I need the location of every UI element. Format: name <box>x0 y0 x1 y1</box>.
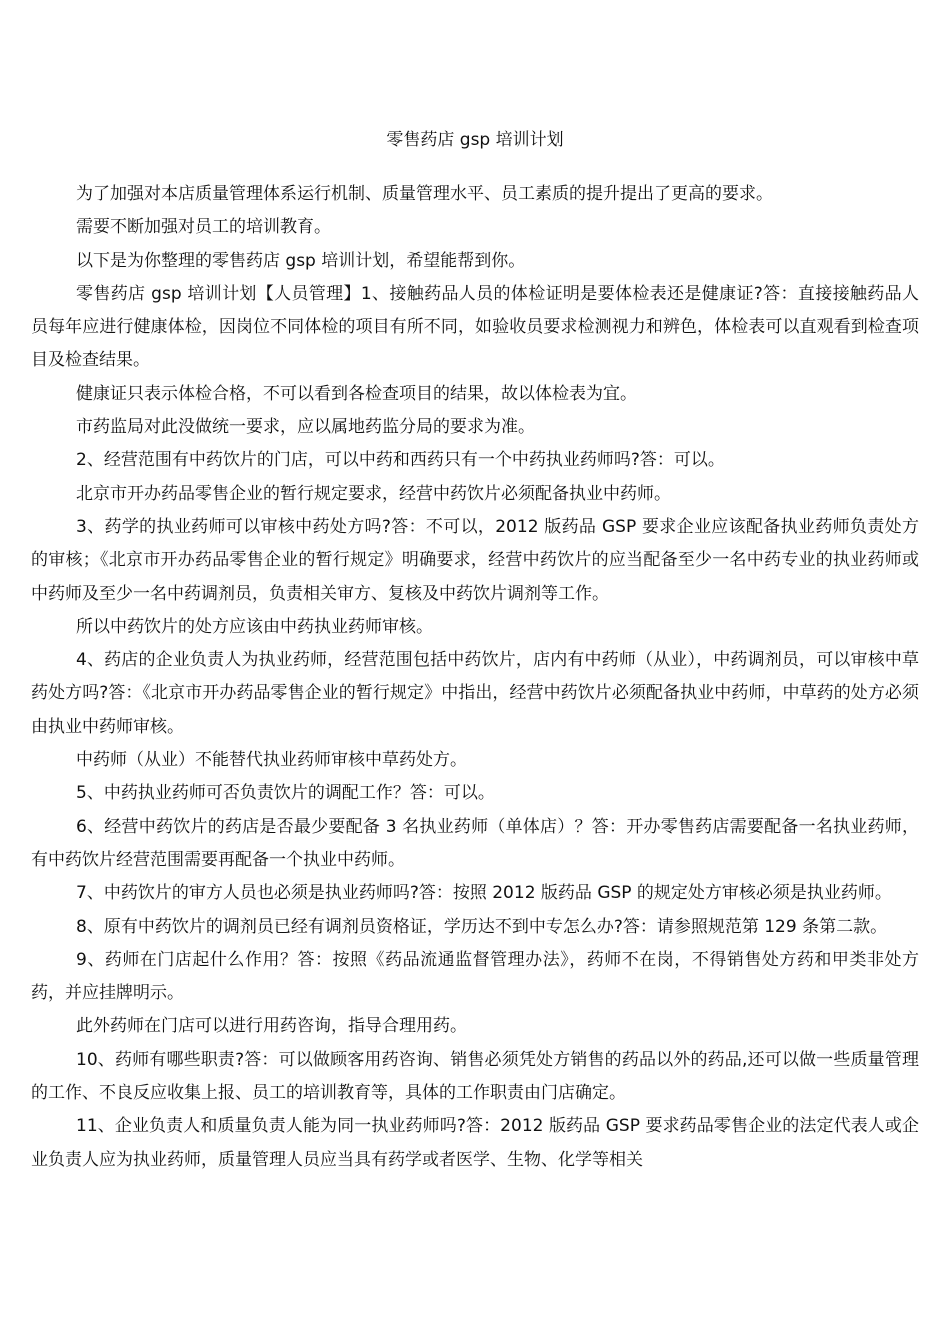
paragraph: 为了加强对本店质量管理体系运行机制、质量管理水平、员工素质的提升提出了更高的要求。 <box>76 184 773 204</box>
paragraph: 2、经营范围有中药饮片的门店，可以中药和西药只有一个中药执业药师吗?答：可以。 <box>76 450 725 471</box>
paragraph: 北京市开办药品零售企业的暂行规定要求，经营中药饮片必须配备执业中药师。 <box>76 483 671 504</box>
paragraph: 9、药师在门店起什么作用？答：按照《药品流通监督管理办法》，药师不在岗，不得销售处方药和甲类非处方药，并应挂牌明示。 <box>31 949 919 1004</box>
paragraph: 6、经营中药饮片的药店是否最少要配备 3 名执业药师（单体店）？答：开办零售药店需要配备一名执业药师，有中药饮片经营范围需要再配备一个执业中药师。 <box>31 816 919 870</box>
paragraph: 零售药店 gsp 培训计划【人员管理】1、接触药品人员的体检证明是要体检表还是健康证?答：直接接触药品人员每年应进行健康体检，因岗位不同体检的项目有所不同，如验收员要求检测视力和辨色，体检表可以直观看到检查项目及检查结果。 <box>31 283 919 371</box>
document-title: 零售药店 gsp 培训计划 <box>386 130 564 150</box>
paragraph: 4、药店的企业负责人为执业药师，经营范围包括中药饮片，店内有中药师（从业），中药调剂员，可以审核中草药处方吗?答：《北京市开办药品零售企业的暂行规定》中指出，经营中药饮片必须配备执业中药师，中草药的处方必须由执业中药师审核。 <box>31 650 919 737</box>
paragraph: 11、企业负责人和质量负责人能为同一执业药师吗?答：2012 版药品 GSP 要求药品零售企业的法定代表人或企业负责人应为执业药师，质量管理人员应当具有药学或者医学、生物、化学等相关 <box>31 1116 919 1170</box>
paragraph: 8、原有中药饮片的调剂员已经有调剂员资格证，学历达不到中专怎么办?答：请参照规范第 129 条第二款。 <box>76 916 888 937</box>
paragraph: 健康证只表示体检合格，不可以看到各检查项目的结果，故以体检表为宜。 <box>76 383 637 404</box>
paragraph: 需要不断加强对员工的培训教育。 <box>76 217 331 238</box>
paragraph: 所以中药饮片的处方应该由中药执业药师审核。 <box>76 616 433 637</box>
paragraph: 市药监局对此没做统一要求，应以属地药监分局的要求为准。 <box>76 417 535 438</box>
paragraph: 中药师（从业）不能替代执业药师审核中草药处方。 <box>76 750 467 771</box>
paragraph: 10、药师有哪些职责?答：可以做顾客用药咨询、销售必须凭处方销售的药品以外的药品,还可以做一些质量管理的工作、不良反应收集上报、员工的培训教育等，具体的工作职责由门店确定。 <box>31 1049 919 1104</box>
paragraph: 5、中药执业药师可否负责饮片的调配工作？答：可以。 <box>76 783 495 804</box>
paragraph: 此外药师在门店可以进行用药咨询，指导合理用药。 <box>76 1016 467 1037</box>
document-body <box>31 178 919 1177</box>
paragraph: 以下是为你整理的零售药店 gsp 培训计划，希望能帮到你。 <box>76 250 526 271</box>
paragraph: 7、中药饮片的审方人员也必须是执业药师吗?答：按照 2012 版药品 GSP 的规定处方审核必须是执业药师。 <box>76 883 892 904</box>
paragraph: 3、药学的执业药师可以审核中药处方吗?答：不可以，2012 版药品 GSP 要求企业应该配备执业药师负责处方的审核；《北京市开办药品零售企业的暂行规定》明确要求，经营中药饮片的应当配备至少一名中药专业的执业药师或中药师及至少一名中药调剂员，负责相关审方、复核及中药饮片调剂等工作。 <box>31 516 919 604</box>
